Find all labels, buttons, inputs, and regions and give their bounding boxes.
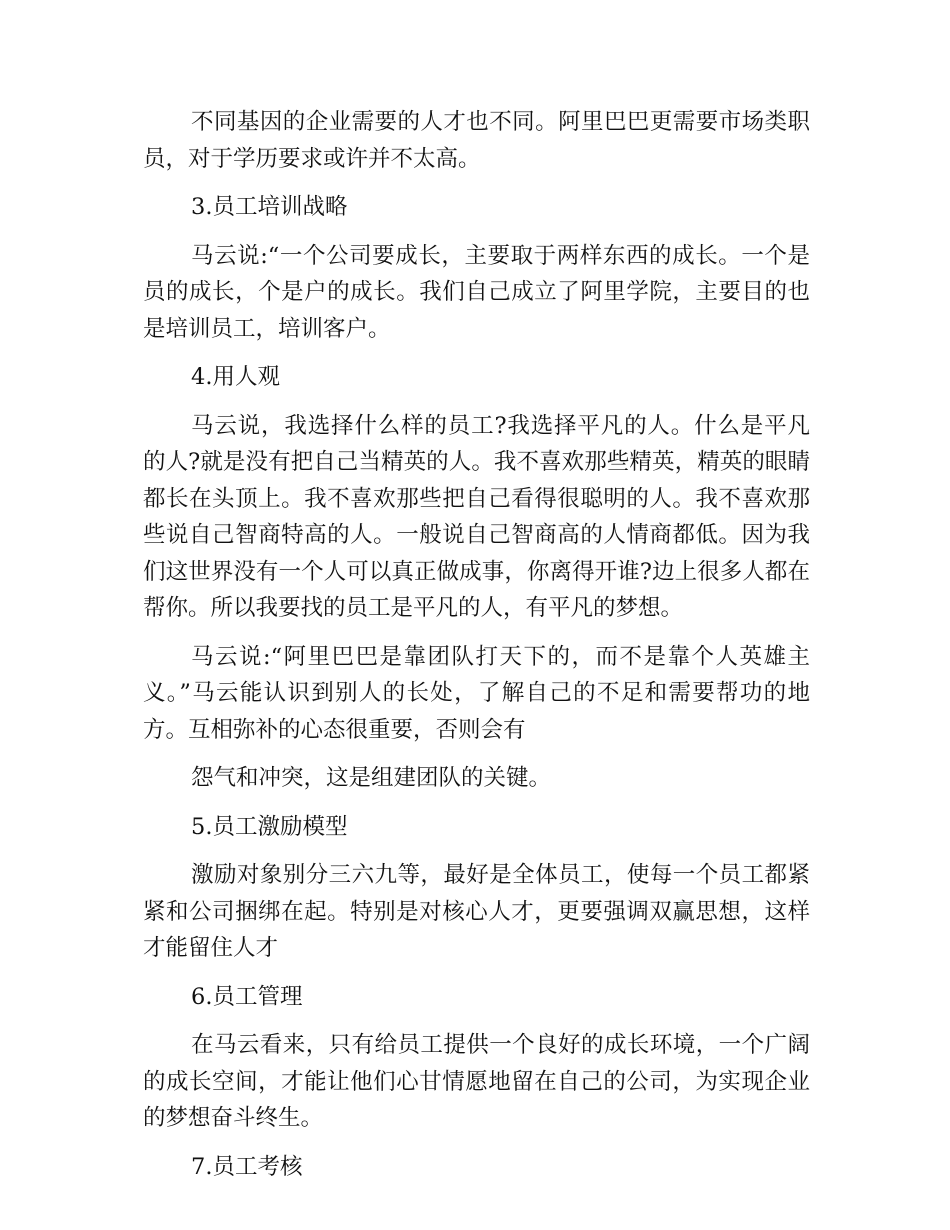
section-heading: 3.员工培训战略 <box>191 194 348 220</box>
paragraph: 怨气和冲突，这是组建团队的关键。 <box>191 765 552 791</box>
paragraph: 在马云看来，只有给员工提供一个良好的成长环境，一个广阔的成长空间，才能让他们心甘情愿地留在自己的公司，为实现企业的梦想奋斗终生。 <box>143 1032 810 1131</box>
paragraph: 马云说:“一个公司要成长，主要取于两样东西的成长。一个是员的成长，个是户的成长。我们自己成立了阿里学院，主要目的也是培训员工，培训客户。 <box>143 242 810 342</box>
paragraph: 马云说:“阿里巴巴是靠团队打天下的，而不是靠个人英雄主义。”马云能认识到别人的长处，了解自己的不足和需要帮功的地方。互相弥补的心态很重要，否则会有 <box>143 643 810 743</box>
paragraph: 不同基因的企业需要的人才也不同。阿里巴巴更需要市场类职员，对于学历要求或许并不太高。 <box>143 109 810 172</box>
section-heading: 7.员工考核 <box>191 1153 303 1180</box>
section-heading: 6.员工管理 <box>191 983 303 1010</box>
paragraph: 激励对象别分三六九等，最好是全体员工，使每一个员工都紧紧和公司捆绑在起。特别是对核心人才，更要强调双赢思想，这样才能留住人才 <box>143 862 810 961</box>
paragraph: 马云说，我选择什么样的员工?我选择平凡的人。什么是平凡的人?就是没有把自己当精英的人。我不喜欢那些精英，精英的眼睛都长在头顶上。我不喜欢那些把自己看得很聪明的人。我不喜欢那些说自己智商特高的人。一般说自己智商高的人情商都低。因为我们这世界没有一个人可以真正做成事，你离得开谁?边上很多人都在帮你。所以我要找的员工是平凡的人，有平凡的梦想。 <box>143 412 810 621</box>
section-heading: 4.用人观 <box>191 364 280 390</box>
section-heading: 5.员工激励模型 <box>191 813 348 840</box>
document-page <box>143 104 810 1197</box>
